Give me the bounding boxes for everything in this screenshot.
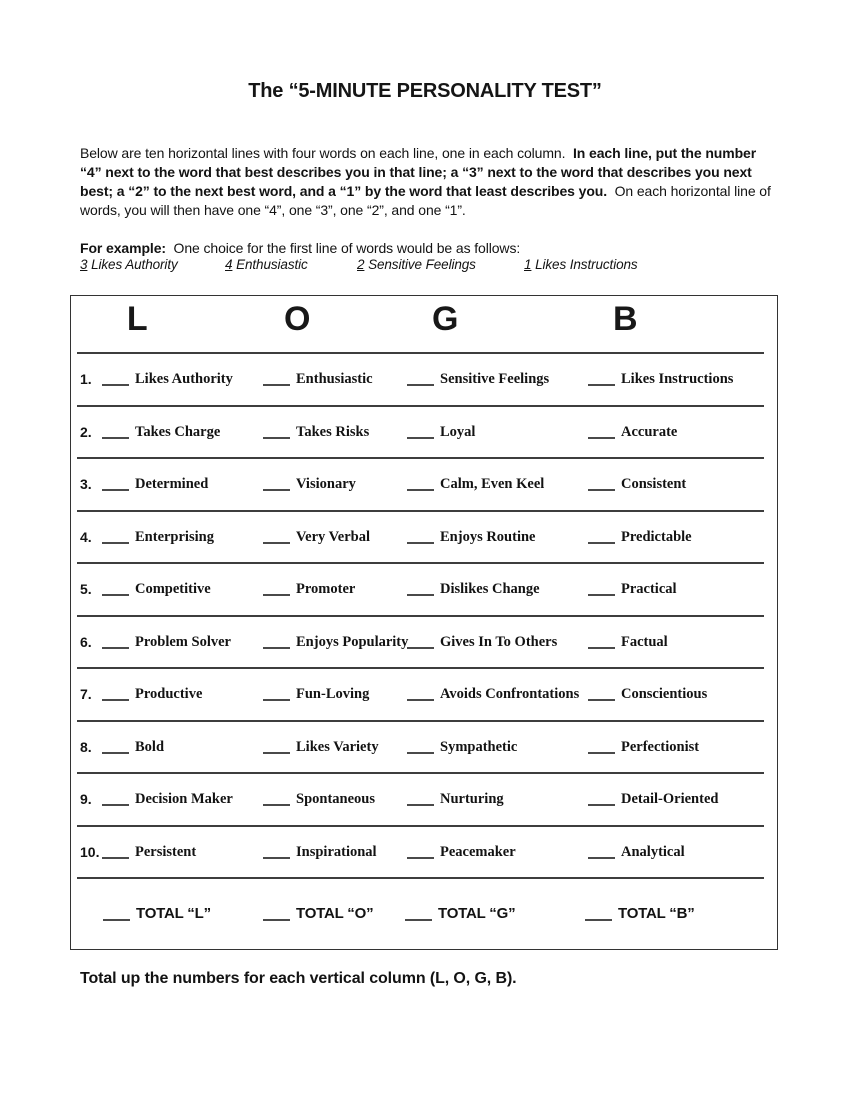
row-number: 6.: [80, 633, 92, 650]
cell-o: [263, 738, 407, 756]
word-label: Detail-Oriented: [621, 791, 719, 808]
table-row: [71, 459, 777, 510]
column-header-b: B: [612, 299, 638, 338]
table-row: [71, 722, 777, 773]
cell-g: [407, 738, 588, 756]
row-number: 10.: [80, 843, 100, 860]
word-label: Perfectionist: [621, 738, 700, 755]
row-number: 1.: [80, 371, 92, 388]
example-word: Sensitive Feelings: [368, 257, 476, 272]
row-number: 9.: [80, 791, 92, 808]
cell-g: [407, 475, 588, 493]
answer-blank[interactable]: [588, 580, 615, 596]
example-row: [80, 257, 780, 275]
word-label: Decision Maker: [135, 791, 233, 808]
word-label: Inspirational: [296, 843, 377, 860]
total-g: [405, 905, 585, 923]
answer-blank[interactable]: [588, 790, 615, 806]
example-number: 1: [524, 257, 532, 272]
answer-blank[interactable]: [263, 528, 290, 544]
word-label: Promoter: [296, 581, 356, 598]
word-label: Problem Solver: [135, 633, 231, 650]
answer-blank[interactable]: [102, 423, 129, 439]
cell-b: [588, 685, 777, 703]
answer-blank[interactable]: [263, 633, 290, 649]
row-number: 3.: [80, 476, 92, 493]
table-row: [71, 617, 777, 668]
instructions-intro: Below are ten horizontal lines with four words on each line, one in each column.: [80, 145, 573, 161]
example-number: 3: [80, 257, 88, 272]
cell-b: [588, 475, 777, 493]
word-label: Likes Authority: [135, 371, 233, 388]
total-o: [263, 905, 405, 923]
cell-o: [263, 423, 407, 441]
answer-blank[interactable]: [102, 475, 129, 491]
answer-blank[interactable]: [407, 528, 434, 544]
word-label: Conscientious: [621, 686, 708, 703]
example-word: Likes Instructions: [535, 257, 638, 272]
answer-blank[interactable]: [102, 738, 129, 754]
cell-g: [407, 843, 588, 861]
word-label: Dislikes Change: [440, 581, 540, 598]
answer-blank[interactable]: [263, 738, 290, 754]
cell-g: [407, 423, 588, 441]
answer-blank[interactable]: [407, 580, 434, 596]
table-row: [71, 512, 777, 563]
answer-blank[interactable]: [588, 423, 615, 439]
word-label: Peacemaker: [440, 843, 516, 860]
example-item: [225, 257, 308, 272]
total-label: TOTAL “O”: [296, 905, 374, 922]
answer-blank[interactable]: [407, 423, 434, 439]
answer-blank[interactable]: [407, 475, 434, 491]
answer-blank[interactable]: [588, 370, 615, 386]
total-blank[interactable]: [405, 905, 432, 921]
cell-l: [102, 475, 263, 493]
example-label: [80, 239, 774, 257]
footer-instruction: Total up the numbers for each vertical column (L, O, G, B).: [80, 970, 517, 987]
table-row: [71, 354, 777, 405]
example-word: Enthusiastic: [236, 257, 308, 272]
answer-blank[interactable]: [263, 475, 290, 491]
row-number: 8.: [80, 738, 92, 755]
word-label: Loyal: [440, 423, 476, 440]
instructions-outro: On each horizontal line of words, you will then have one “4”, one “3”, one “2”, and one “1”.: [80, 183, 775, 218]
table-header: [71, 296, 777, 352]
row-number: 7.: [80, 686, 92, 703]
example-number: 4: [225, 257, 233, 272]
word-label: Analytical: [621, 843, 685, 860]
answer-blank[interactable]: [102, 685, 129, 701]
word-label: Practical: [621, 581, 677, 598]
row-number: 2.: [80, 423, 92, 440]
instructions-paragraph: [80, 144, 774, 220]
table-row: [71, 564, 777, 615]
total-blank[interactable]: [103, 905, 130, 921]
word-label: Consistent: [621, 476, 687, 493]
cell-l: [102, 580, 263, 598]
word-label: Nurturing: [440, 791, 504, 808]
answer-blank[interactable]: [263, 685, 290, 701]
example-number: 2: [357, 257, 365, 272]
cell-b: [588, 528, 777, 546]
word-label: Persistent: [135, 843, 197, 860]
cell-g: [407, 685, 588, 703]
answer-blank[interactable]: [588, 685, 615, 701]
cell-l: [102, 738, 263, 756]
cell-o: [263, 580, 407, 598]
cell-b: [588, 423, 777, 441]
column-header-l: L: [126, 299, 148, 338]
cell-l: [102, 633, 263, 651]
word-label: Bold: [135, 738, 165, 755]
cell-o: [263, 685, 407, 703]
word-label: Avoids Confrontations: [440, 686, 580, 703]
example-word: Likes Authority: [91, 257, 178, 272]
word-label: Sensitive Feelings: [440, 371, 550, 388]
answer-blank[interactable]: [407, 685, 434, 701]
row-number: 4.: [80, 528, 92, 545]
instructions-emphasis: In each line, put the number “4” next to the word that best describes you in that line; a “3” next to the word that describes you next best; a “2” to the next best word, and a “1” by the word that least describes you.: [80, 145, 760, 199]
cell-o: [263, 633, 407, 651]
word-label: Accurate: [621, 423, 678, 440]
word-label: Takes Charge: [135, 423, 221, 440]
answer-blank[interactable]: [588, 528, 615, 544]
answer-blank[interactable]: [588, 843, 615, 859]
answer-blank[interactable]: [407, 843, 434, 859]
cell-l: [102, 843, 263, 861]
answer-blank[interactable]: [407, 633, 434, 649]
total-l: [103, 905, 263, 923]
answer-blank[interactable]: [588, 738, 615, 754]
answer-blank[interactable]: [407, 790, 434, 806]
word-label: Enjoys Routine: [440, 528, 536, 545]
cell-g: [407, 790, 588, 808]
cell-o: [263, 475, 407, 493]
word-label: Calm, Even Keel: [440, 476, 545, 493]
word-label: Likes Variety: [296, 738, 379, 755]
total-b: [585, 905, 777, 923]
cell-g: [407, 633, 588, 651]
total-blank[interactable]: [263, 905, 290, 921]
word-label: Enthusiastic: [296, 371, 373, 388]
personality-test-table: [70, 295, 778, 950]
answer-blank[interactable]: [588, 633, 615, 649]
table-row: [71, 774, 777, 825]
answer-blank[interactable]: [407, 738, 434, 754]
answer-blank[interactable]: [263, 423, 290, 439]
answer-blank[interactable]: [263, 580, 290, 596]
total-blank[interactable]: [585, 905, 612, 921]
cell-l: [102, 685, 263, 703]
word-label: Spontaneous: [296, 791, 375, 808]
word-label: Takes Risks: [296, 423, 370, 440]
word-label: Productive: [135, 686, 203, 703]
cell-o: [263, 370, 407, 388]
answer-blank[interactable]: [102, 633, 129, 649]
cell-l: [102, 528, 263, 546]
word-label: Enjoys Popularity: [296, 633, 409, 650]
cell-l: [102, 423, 263, 441]
word-label: Enterprising: [135, 528, 214, 545]
word-label: Sympathetic: [440, 738, 518, 755]
cell-b: [588, 738, 777, 756]
totals-row: [71, 879, 777, 949]
word-label: Factual: [621, 633, 668, 650]
cell-o: [263, 528, 407, 546]
word-label: Gives In To Others: [440, 633, 558, 650]
cell-b: [588, 790, 777, 808]
word-label: Predictable: [621, 528, 692, 545]
answer-blank[interactable]: [102, 580, 129, 596]
word-label: Determined: [135, 476, 209, 493]
answer-blank[interactable]: [102, 790, 129, 806]
cell-l: [102, 790, 263, 808]
column-header-o: O: [284, 299, 310, 338]
word-label: Very Verbal: [296, 528, 370, 545]
word-label: Competitive: [135, 581, 211, 598]
cell-o: [263, 790, 407, 808]
word-label: Fun-Loving: [296, 686, 370, 703]
cell-g: [407, 528, 588, 546]
answer-blank[interactable]: [263, 370, 290, 386]
cell-g: [407, 580, 588, 598]
answer-blank[interactable]: [102, 843, 129, 859]
answer-blank[interactable]: [102, 528, 129, 544]
word-label: Visionary: [296, 476, 356, 493]
answer-blank[interactable]: [588, 475, 615, 491]
answer-blank[interactable]: [263, 790, 290, 806]
column-header-g: G: [432, 299, 458, 338]
total-label: TOTAL “G”: [438, 905, 516, 922]
example-label-rest: One choice for the first line of words would be as follows:: [165, 240, 521, 256]
example-item: [80, 257, 178, 272]
total-label: TOTAL “B”: [618, 905, 695, 922]
cell-b: [588, 843, 777, 861]
cell-b: [588, 370, 777, 388]
example-item: [524, 257, 638, 272]
example-label-lead: For example:: [80, 240, 166, 256]
cell-o: [263, 843, 407, 861]
page-title: The “5-MINUTE PERSONALITY TEST”: [248, 80, 602, 102]
table-row: [71, 827, 777, 878]
word-label: Likes Instructions: [621, 371, 734, 388]
table-row: [71, 407, 777, 458]
row-number: 5.: [80, 581, 92, 598]
cell-l: [102, 370, 263, 388]
total-label: TOTAL “L”: [136, 905, 211, 922]
answer-blank[interactable]: [263, 843, 290, 859]
cell-b: [588, 633, 777, 651]
table-row: [71, 669, 777, 720]
example-item: [357, 257, 476, 272]
answer-blank[interactable]: [407, 370, 434, 386]
cell-b: [588, 580, 777, 598]
answer-blank[interactable]: [102, 370, 129, 386]
cell-g: [407, 370, 588, 388]
